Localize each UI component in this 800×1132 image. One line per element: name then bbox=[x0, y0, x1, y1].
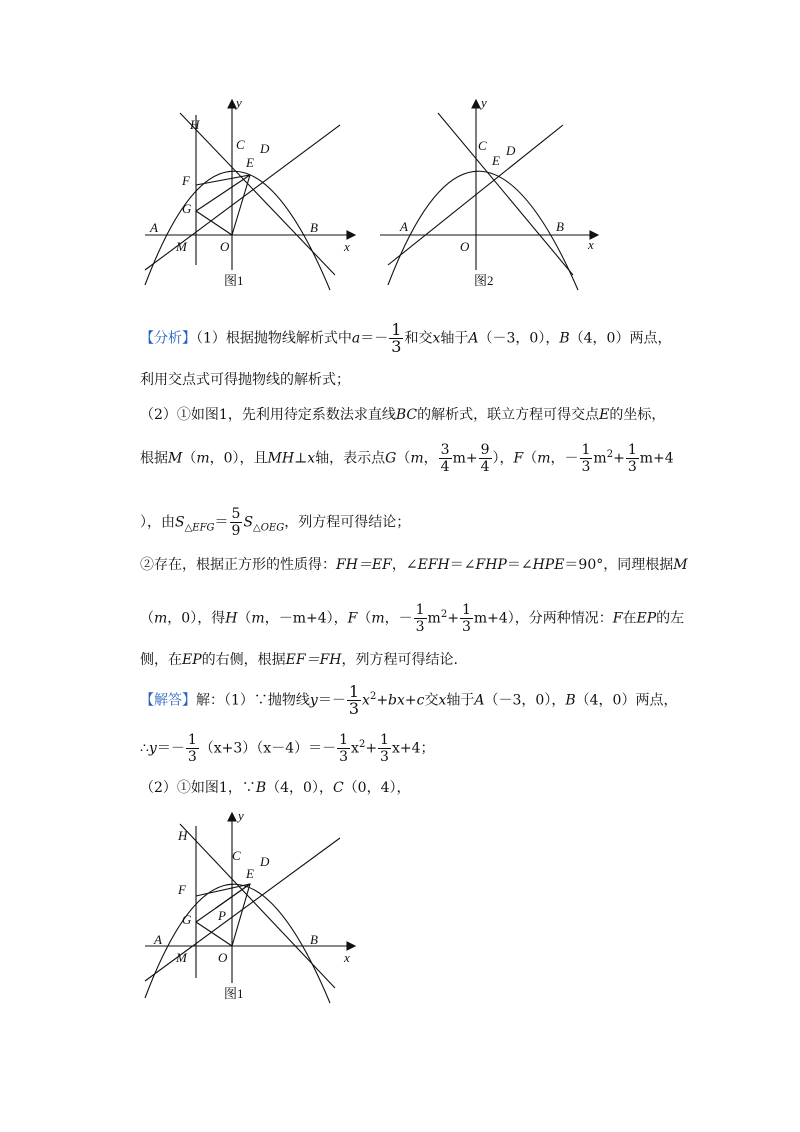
analysis-line-1: 【分析】（1）根据抛物线解析式中a＝－ $\frac{1}{3}$ 和交x轴于A（－3，0），B（4，0）两点， bbox=[140, 320, 672, 356]
label-e: E bbox=[246, 866, 254, 881]
label-f: F bbox=[182, 173, 190, 188]
figure-2-graph bbox=[378, 95, 608, 295]
label-y: y bbox=[236, 95, 242, 110]
fraction: $\frac{1}{3}$ bbox=[187, 732, 197, 765]
answer-line-2: ∴y＝－ $\frac{1}{3}$ （x+3）（x－4）＝－ $\frac{1}{3}$ $x^2+$ $\frac{1}{3}$ x+4； bbox=[140, 732, 435, 765]
fraction: $\frac{1}{3}$ bbox=[461, 602, 471, 635]
figure-3 bbox=[140, 808, 370, 1008]
label-m: M bbox=[176, 239, 187, 254]
fraction: $\frac{1}{3}$ bbox=[380, 732, 389, 765]
figure-2 bbox=[378, 95, 608, 295]
label-x: x bbox=[344, 239, 350, 254]
analysis-line-2: 利用交点式可得抛物线的解析式； bbox=[140, 372, 350, 388]
line-bc bbox=[180, 113, 335, 275]
label-g: G bbox=[182, 201, 192, 216]
fraction: $\frac{3}{4}$ bbox=[440, 442, 450, 475]
label-f: F bbox=[178, 882, 186, 897]
label-y: y bbox=[481, 95, 487, 110]
analysis-line-8: 侧，在EP的右侧，根据EF＝FH，列方程可得结论. bbox=[140, 652, 458, 668]
figure-2-caption: 图2 bbox=[474, 273, 494, 288]
analysis-line-7: （m，0），得H（m，－m+4），F（m，－ $\frac{1}{3}$ $m^2+$ $\frac{1}{3}$ m+4），分两种情况：F在EP的左 bbox=[140, 602, 685, 635]
label-a: A bbox=[400, 219, 408, 234]
label-b: B bbox=[556, 219, 564, 234]
analysis-line-4: 根据M（m，0），且MH⊥x轴，表示点G（m， $\frac{3}{4}$ m+ $\frac{9}{4}$ ），F（m，－ $\frac{1}{3}$ $m^2+$ $\frac{1}{3}$ m+4 bbox=[140, 442, 674, 475]
label-b: B bbox=[310, 220, 318, 235]
label-d: D bbox=[260, 141, 270, 156]
label-e: E bbox=[492, 153, 500, 168]
fraction: $\frac{1}{3}$ bbox=[581, 442, 591, 475]
label-p: P bbox=[218, 908, 226, 923]
label-d: D bbox=[506, 143, 516, 158]
label-g: G bbox=[182, 912, 192, 927]
label-a: A bbox=[150, 220, 158, 235]
label-o: O bbox=[218, 950, 228, 965]
line-bc bbox=[180, 824, 335, 988]
line-bc bbox=[438, 113, 573, 275]
fraction: $\frac{1}{3}$ bbox=[391, 320, 402, 356]
analysis-line-5: ），由$S_{\triangle EFG}=$ $\frac{5}{9}$ $S_{\triangle OEG}$，列方程可得结论； bbox=[140, 506, 411, 539]
label-c: C bbox=[236, 137, 245, 152]
answer-tag: 【解答】 bbox=[140, 692, 196, 709]
label-d: D bbox=[260, 854, 270, 869]
fraction: $\frac{5}{9}$ bbox=[231, 506, 241, 539]
label-b: B bbox=[310, 932, 318, 947]
analysis-tag: 【分析】 bbox=[140, 330, 196, 347]
figure-1 bbox=[140, 95, 365, 295]
fraction: $\frac{9}{4}$ bbox=[480, 442, 490, 475]
label-o: O bbox=[220, 239, 230, 254]
figure-1-caption: 图1 bbox=[224, 273, 244, 288]
fraction: $\frac{1}{3}$ bbox=[339, 732, 349, 765]
label-e: E bbox=[246, 155, 254, 170]
label-y: y bbox=[238, 808, 244, 823]
figure-3-graph bbox=[140, 808, 370, 1008]
fraction: $\frac{1}{3}$ bbox=[415, 602, 425, 635]
answer-line-1: 【解答】解：（1）∵抛物线y＝－ $\frac{1}{3}$ $x^2+bx+c$交x轴于A（－3，0），B（4，0）两点， bbox=[140, 682, 678, 718]
figure-1-graph bbox=[140, 95, 365, 295]
analysis-line-6: ②存在，根据正方形的性质得：FH＝EF，∠EFH＝∠FHP＝∠HPE＝90°，同理根据M bbox=[140, 557, 688, 573]
label-h: H bbox=[178, 828, 188, 843]
label-x: x bbox=[588, 237, 594, 252]
label-x: x bbox=[344, 950, 350, 965]
label-c: C bbox=[232, 848, 241, 863]
fraction: $\frac{1}{3}$ bbox=[348, 682, 360, 718]
fraction: $\frac{1}{3}$ bbox=[627, 442, 637, 475]
label-h: H bbox=[190, 117, 200, 132]
label-c: C bbox=[478, 138, 487, 153]
analysis-line-3: （2）①如图1，先利用待定系数法求直线BC的解析式，联立方程可得交点E的坐标， bbox=[140, 407, 666, 423]
answer-line-3: （2）①如图1，∵B（4，0），C（0，4）， bbox=[140, 780, 411, 796]
label-a: A bbox=[154, 932, 162, 947]
figure-3-caption: 图1 bbox=[224, 986, 244, 1001]
label-m: M bbox=[176, 950, 187, 965]
label-o: O bbox=[460, 239, 470, 254]
